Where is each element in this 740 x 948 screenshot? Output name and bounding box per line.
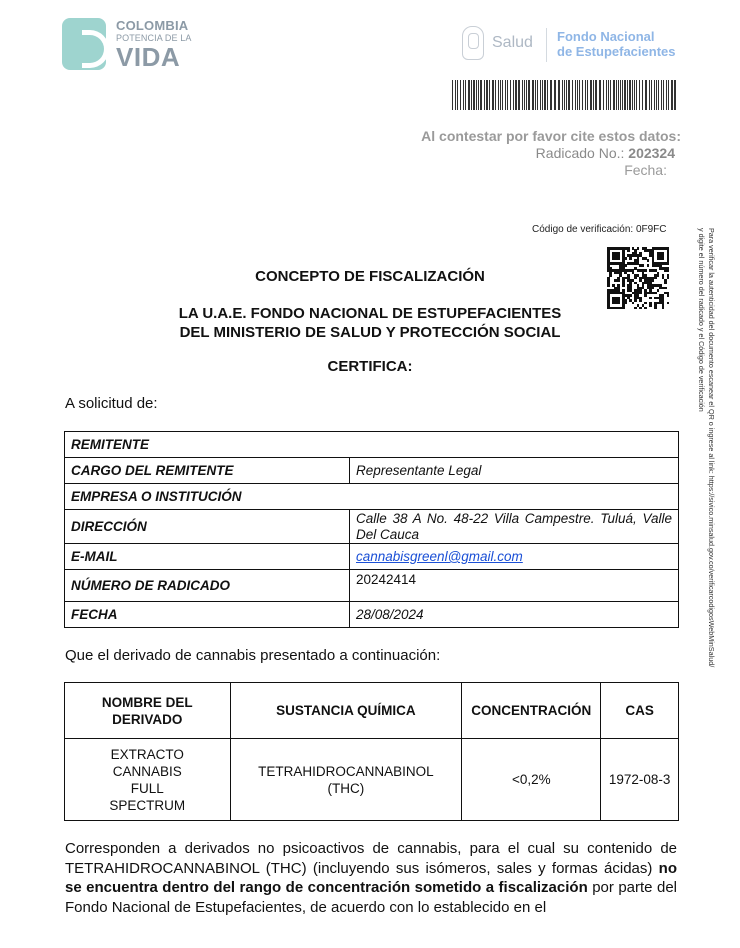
barcode-bar <box>645 80 647 110</box>
qr-module <box>617 257 620 260</box>
email-link[interactable]: cannabisgreenl@gmail.com <box>356 549 523 564</box>
barcode-bar <box>457 80 458 110</box>
table-header-row <box>65 683 679 739</box>
empresa-label: EMPRESA O INSTITUCIÓN <box>65 484 350 510</box>
barcode-bar <box>489 80 490 110</box>
barcode-bar <box>535 80 536 110</box>
colombia-logo-line2: POTENCIA DE LA <box>116 33 192 43</box>
cargo-label: CARGO DEL REMITENTE <box>65 458 350 484</box>
barcode-bar <box>532 80 534 110</box>
qr-module <box>647 259 650 262</box>
barcode <box>452 80 678 110</box>
barcode-bar <box>616 80 617 110</box>
qr-module <box>652 287 655 290</box>
table-row <box>65 510 679 544</box>
cell-sustancia: TETRAHIDROCANNABINOL (THC) <box>230 739 462 821</box>
table-row <box>65 570 679 602</box>
entity-heading <box>0 304 740 342</box>
certifica-heading: CERTIFICA: <box>327 358 413 375</box>
qr-module <box>639 299 642 302</box>
cell-nombre: EXTRACTO CANNABIS FULL SPECTRUM <box>65 739 231 821</box>
colombia-potencia-de-la-vida-logo <box>62 18 192 72</box>
barcode-bar <box>473 80 475 110</box>
barcode-bar <box>590 80 592 110</box>
barcode-bar <box>486 80 488 110</box>
barcode-bar <box>639 80 640 110</box>
barcode-bar <box>550 80 552 110</box>
barcode-bar <box>666 80 667 110</box>
barcode-bar <box>522 80 523 110</box>
barcode-bar <box>528 80 530 110</box>
barcode-bar <box>627 80 628 110</box>
barcode-bar <box>540 80 541 110</box>
conclusion-bold: no se encuentra dentro del rango de concentración sometido a fiscalización <box>65 859 677 896</box>
barcode-bar <box>636 80 637 110</box>
barcode-bar <box>658 80 659 110</box>
barcode-bar <box>671 80 673 110</box>
fecha-label: Fecha: <box>624 162 667 178</box>
table-row <box>65 739 679 821</box>
barcode-bar <box>568 80 570 110</box>
barcode-bar <box>622 80 623 110</box>
barcode-bar <box>606 80 607 110</box>
qr-module <box>667 294 670 297</box>
qr-module <box>654 292 657 295</box>
barcode-bar <box>595 80 597 110</box>
barcode-bar <box>668 80 669 110</box>
barcode-bar <box>656 80 657 110</box>
fecha-row-value: 28/08/2024 <box>350 602 679 628</box>
barcode-bar <box>484 80 485 110</box>
logo-divider <box>546 28 547 62</box>
solicitud-text: A solicitud de: <box>65 395 158 412</box>
coat-of-arms-icon <box>462 26 484 60</box>
cargo-value: Representante Legal <box>350 458 679 484</box>
derivado-intro-text: Que el derivado de cannabis presentado a continuación: <box>65 647 441 664</box>
barcode-bar <box>618 80 619 110</box>
radicado-line <box>421 145 681 162</box>
barcode-bar <box>480 80 482 110</box>
barcode-bar <box>463 80 464 110</box>
email-label: E-MAIL <box>65 544 350 570</box>
barcode-bar <box>651 80 652 110</box>
barcode-bar <box>554 80 556 110</box>
barcode-bar <box>515 80 517 110</box>
qr-module <box>642 264 645 267</box>
cell-concentracion: <0,2% <box>462 739 601 821</box>
barcode-bar <box>661 80 662 110</box>
barcode-bar <box>478 80 479 110</box>
fne-logo-line1: Fondo Nacional <box>557 29 655 44</box>
fondo-nacional-logo <box>557 29 676 59</box>
barcode-bar <box>513 80 514 110</box>
barcode-bar <box>452 80 453 110</box>
table-row <box>65 458 679 484</box>
barcode-bar <box>465 80 466 110</box>
entity-line1: LA U.A.E. FONDO NACIONAL DE ESTUPEFACIENTES <box>178 305 562 322</box>
barcode-bar <box>544 80 546 110</box>
header-sustancia: SUSTANCIA QUÍMICA <box>230 683 462 739</box>
colombia-logo-line3: VIDA <box>116 42 181 72</box>
barcode-bar <box>564 80 565 110</box>
side-note-line2: y digite el número del radicado y el Código de verificación <box>697 228 706 412</box>
barcode-bar <box>642 80 643 110</box>
fne-logo-line2: de Estupefacientes <box>557 44 676 59</box>
header-cas: CAS <box>601 683 679 739</box>
qr-module <box>624 257 627 260</box>
barcode-bar <box>572 80 573 110</box>
barcode-bar <box>632 80 633 110</box>
barcode-bar <box>547 80 548 110</box>
document-title: CONCEPTO DE FISCALIZACIÓN <box>255 268 485 285</box>
barcode-bar <box>579 80 580 110</box>
conclusion-paragraph <box>65 839 677 917</box>
verification-code: Código de verificación: 0F9FC <box>532 224 667 235</box>
header-concentracion: CONCENTRACIÓN <box>462 683 601 739</box>
barcode-bar <box>575 80 576 110</box>
authenticity-side-note <box>692 228 716 678</box>
qr-module <box>667 262 670 265</box>
qr-module <box>627 249 630 252</box>
empresa-value <box>350 484 679 510</box>
barcode-bar <box>492 80 494 110</box>
barcode-bar <box>620 80 621 110</box>
barcode-bar <box>608 80 609 110</box>
barcode-bar <box>502 80 503 110</box>
direccion-value: Calle 38 A No. 48-22 Villa Campestre. Tuluá, Valle Del Cauca <box>350 510 679 544</box>
qr-module <box>634 299 637 302</box>
barcode-bar <box>524 80 525 110</box>
table-row <box>65 432 679 458</box>
barcode-bar <box>562 80 563 110</box>
barcode-bar <box>471 80 472 110</box>
barcode-bar <box>505 80 506 110</box>
barcode-bar <box>610 80 611 110</box>
barcode-bar <box>510 80 511 110</box>
salud-logo <box>462 26 552 66</box>
qr-module <box>664 287 667 290</box>
qr-module <box>639 292 642 295</box>
radicado-label: Radicado No.: <box>535 145 625 161</box>
requester-info-table <box>64 431 679 628</box>
barcode-bar <box>585 80 586 110</box>
table-row <box>65 484 679 510</box>
barcode-bar <box>582 80 583 110</box>
qr-module <box>629 257 632 260</box>
barcode-bar <box>468 80 470 110</box>
salud-logo-text: Salud <box>492 34 533 51</box>
barcode-bar <box>455 80 456 110</box>
conclusion-part1: Corresponden a derivados no psicoactivos de cannabis, para el cual su contenido de TETRAHIDROCANNABINOL (THC) (incluyendo sus isómeros, sales y formas ácidas) <box>65 840 677 877</box>
cell-cas: 1972-08-3 <box>601 739 679 821</box>
qr-module <box>647 264 650 267</box>
qr-module <box>649 297 652 300</box>
barcode-bar <box>593 80 594 110</box>
barcode-bar <box>599 80 601 110</box>
barcode-bar <box>537 80 538 110</box>
qr-module <box>662 257 665 260</box>
remitente-label: REMITENTE <box>65 432 350 458</box>
barcode-bar <box>577 80 578 110</box>
barcode-bar <box>634 80 635 110</box>
qr-module <box>624 264 627 267</box>
barcode-bar <box>476 80 477 110</box>
qr-module <box>657 289 660 292</box>
qr-module <box>629 294 632 297</box>
citation-instruction: Al contestar por favor cite estos datos: <box>421 128 681 144</box>
barcode-bar <box>526 80 527 110</box>
colombia-logo-line1: COLOMBIA <box>116 18 189 33</box>
fecha-row-label: FECHA <box>65 602 350 628</box>
derivative-table <box>64 682 679 821</box>
colombia-logo-mark-icon <box>62 18 106 70</box>
radicado-number: 202324 <box>628 145 675 161</box>
radicado-number-value: 20242414 <box>350 570 679 602</box>
table-row <box>65 602 679 628</box>
radicado-number-label: NÚMERO DE RADICADO <box>65 570 350 602</box>
barcode-bar <box>624 80 626 110</box>
barcode-bar <box>587 80 588 110</box>
header-nombre: NOMBRE DEL DERIVADO <box>65 683 231 739</box>
table-row <box>65 544 679 570</box>
barcode-bar <box>495 80 496 110</box>
side-note-line1: Para verificar la autenticidad del documento escanear el QR o ingrese al link: https://sivico.minsalud.gov.co/verificarcodigosWebMinSalud/ <box>707 228 716 668</box>
barcode-bar <box>542 80 543 110</box>
barcode-bar <box>613 80 615 110</box>
qr-module <box>644 294 647 297</box>
barcode-bar <box>498 80 499 110</box>
entity-line2: DEL MINISTERIO DE SALUD Y PROTECCIÓN SOCIAL <box>179 324 561 341</box>
citation-block <box>421 128 681 179</box>
qr-module <box>637 247 640 250</box>
barcode-bar <box>566 80 567 110</box>
barcode-bar <box>663 80 664 110</box>
barcode-bar <box>654 80 655 110</box>
barcode-bar <box>460 80 461 110</box>
barcode-bar <box>500 80 501 110</box>
barcode-bar <box>629 80 631 110</box>
barcode-bar <box>674 80 676 110</box>
direccion-label: DIRECCIÓN <box>65 510 350 544</box>
conclusion-part2: por parte del Fondo Nacional de Estupefacientes, de acuerdo con lo establecido en el <box>65 879 677 916</box>
barcode-bar <box>603 80 604 110</box>
barcode-bar <box>558 80 560 110</box>
remitente-value <box>350 432 679 458</box>
barcode-bar <box>518 80 520 110</box>
barcode-bar <box>649 80 650 110</box>
barcode-bar <box>507 80 508 110</box>
email-value <box>350 544 679 570</box>
